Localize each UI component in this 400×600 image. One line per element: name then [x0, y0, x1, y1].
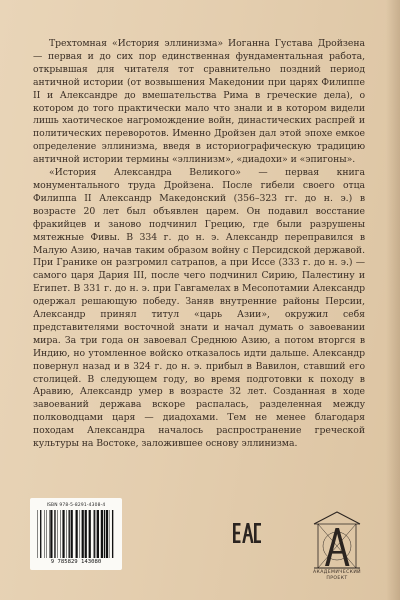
publisher-logo-icon: [308, 510, 366, 572]
annotation-text: [33, 38, 365, 451]
barcode-stripe: [112, 510, 113, 558]
barcode-stripe: [50, 510, 52, 558]
barcode-stripe: [76, 510, 78, 558]
publisher-name-line-1: АКАДЕМИЧЕСКИЙ: [312, 570, 362, 575]
isbn-text: ISBN 978-5-8291-4308-4: [46, 503, 106, 508]
barcode-stripe: [40, 510, 41, 558]
publisher-name-line-2: ПРОЕКТ: [326, 576, 348, 581]
annotation-paragraph-2: «История Александра Великого» — первая книга монументального труда Дройзена. После гибели своего отца Филиппа II Александр Македонский (356–323 гг. до н. э.) в возрасте 20 лет был объявлен царем. Он подавил восстание фракийцев и заново подчинил Грецию, где были разрушены мятежные Фивы. В 334 г. до н. э. Александр переправился в Малую Азию, начав таким образом войну с Персидской державой. При Гранике он разгромил сатрапов, а при Иссе (333 г. до н. э.) — самого царя Дария III, после чего подчинил Сирию, Палестину и Египет. В 331 г. до н. э. при Гавгамелах в Месопотамии Александр одержал решающую победу. Заняв внутренние районы Персии, Александр принял титул «царь Азии», окружил себя представителями восточной знати и начал думать о завоевании мира. За три года он завоевал Среднюю Азию, а потом вторгся в Индию, но утомленное войско отказалось идти дальше. Александр повернул назад и в 324 г. до н. э. прибыл в Вавилон, ставший его столицей. В следующем году, во время подготовки к походу в Аравию, Александр умер в возрасте 32 лет. Созданная в ходе завоеваний держава вскоре распалась, разделенная между полководцами царя — диадохами. Тем не менее благодаря походам Александра началось распространение греческой культуры на Востоке, заложившее основу эллинизма.: [33, 167, 365, 450]
barcode-stripe: [62, 510, 64, 558]
publisher-name: [306, 570, 368, 582]
barcode-stripe: [37, 510, 38, 558]
barcode-stripe: [71, 510, 73, 558]
barcode-stripe: [69, 510, 70, 558]
eac-certification-icon: [232, 521, 262, 545]
barcode-stripe: [54, 510, 55, 558]
barcode-stripe: [97, 510, 99, 558]
barcode-stripe: [60, 510, 61, 558]
barcode-stripe: [46, 510, 47, 558]
barcode-stripe: [109, 510, 110, 558]
barcode-label: [30, 498, 122, 570]
barcode-digits: 9 785829 143080: [50, 559, 102, 565]
barcode-stripe: [82, 510, 84, 558]
barcode-stripe: [101, 510, 103, 558]
barcode-stripe: [49, 510, 50, 558]
annotation-paragraph-1: Трехтомная «История эллинизма» Иоганна Густава Дройзена — первая и до сих пор единственная фундаментальная работа, открывшая для читателя тот сравнительно поздний период античной истории (от возвышения Македонии при царях Филиппе II и Александре до вмешательства Рима в греческие дела), о котором до того практически мало что знали и в котором видели лишь хаотическое нагромождение войн, династических распрей и политических переворотов. Именно Дройзен дал этой эпохе емкое определение эллинизма, введя в историографическую традицию античной истории термины «эллинизм», «диадохи» и «эпигоны».: [33, 38, 365, 166]
barcode-stripe: [104, 510, 105, 558]
barcode-icon: [37, 510, 115, 558]
barcode-stripe: [80, 510, 81, 558]
barcode-stripe: [57, 510, 58, 558]
barcode-stripe: [94, 510, 95, 558]
barcode-stripe: [66, 510, 67, 558]
barcode-stripe: [89, 510, 91, 558]
barcode-stripe: [44, 510, 45, 558]
barcode-stripe: [85, 510, 87, 558]
barcode-stripe: [96, 510, 97, 558]
barcode-stripe: [106, 510, 108, 558]
cover-edge-shadow: [386, 0, 400, 600]
